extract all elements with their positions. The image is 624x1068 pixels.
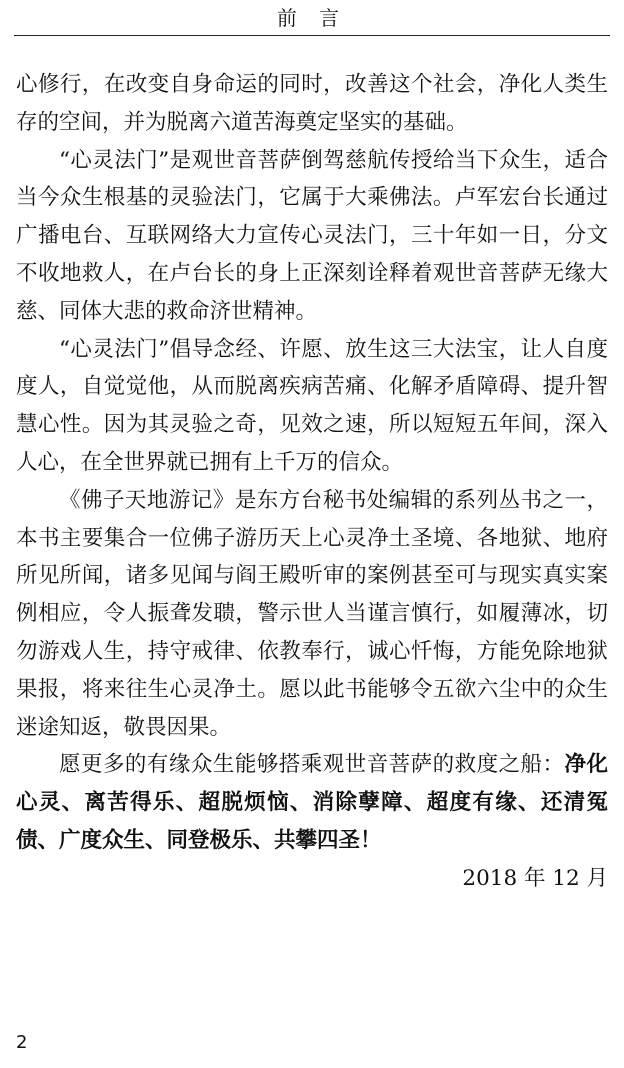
paragraph-three-treasures: “心灵法门”倡导念经、许愿、放生这三大法宝，让人自度度人，自觉觉他，从而脱离疾病苦痛、化解矛盾障碍、提升智慧心性。因为其灵验之奇，见效之速，所以短短五年间，深入人心，在全世界就已拥有上千万的信众。	[16, 336, 608, 475]
date-line: 2018 年 12 月	[462, 865, 608, 891]
page-number: 2	[16, 1032, 28, 1053]
closing-blessing: 净化心灵、离苦得乐、超脱烦恼、消除孽障、超度有缘、还清冤债、广度众生、同登极乐、共攀四圣！	[16, 752, 608, 853]
header-divider	[14, 35, 610, 36]
paragraph-closing	[16, 746, 608, 859]
page-header	[0, 0, 624, 36]
preface-body	[16, 66, 608, 898]
paragraph-dharma-door: “心灵法门”是观世音菩萨倒驾慈航传授给当下众生，适合当今众生根基的灵验法门，它属于大乘佛法。卢军宏台长通过广播电台、互联网络大力宣传心灵法门，三十年如一日，分文不收地救人，在卢台长的身上正深刻诠释着观世音菩萨无缘大慈、同体大悲的救命济世精神。	[16, 147, 608, 324]
page-title: 前 言	[276, 6, 348, 30]
closing-lead: 愿更多的有缘众生能够搭乘观世音菩萨的救度之船：	[59, 752, 565, 778]
paragraph-continuation: 心修行，在改变自身命运的同时，改善这个社会，净化人类生存的空间，并为脱离六道苦海奠定坚实的基础。	[16, 72, 608, 135]
paragraph-book-intro: 《佛子天地游记》是东方台秘书处编辑的系列丛书之一，本书主要集合一位佛子游历天上心灵净土圣境、各地狱、地府所见所闻，诸多见闻与阎王殿听审的案例甚至可与现实真实案例相应，令人振聋发聩，警示世人当谨言慎行，如履薄冰，切勿游戏人生，持守戒律、依教奉行，诚心忏悔，方能免除地狱果报，将来往生心灵净土。愿以此书能够令五欲六尘中的众生迷途知返，敬畏因果。	[16, 487, 608, 740]
